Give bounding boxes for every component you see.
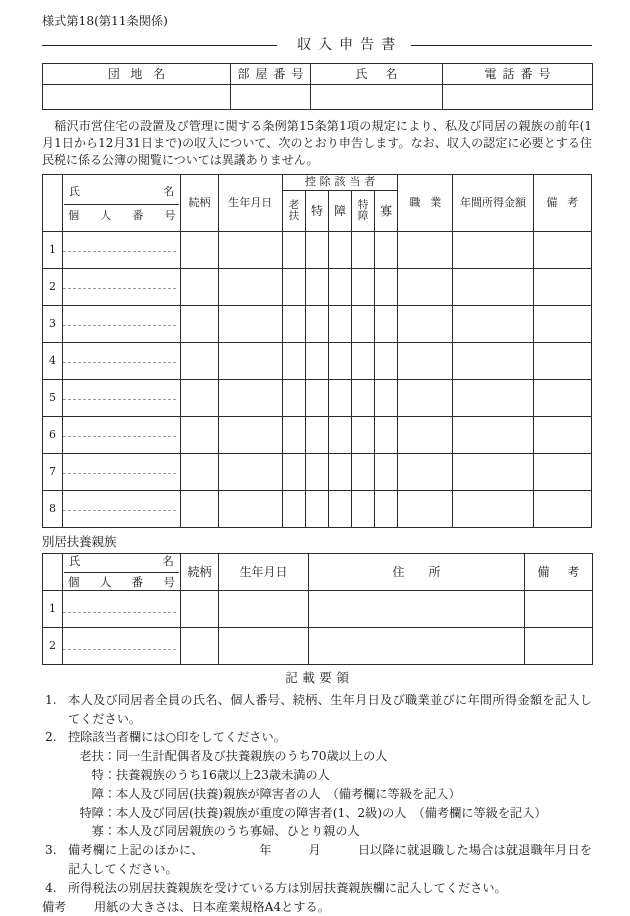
- deduction-widow-cell: [375, 417, 398, 454]
- item-2-text: 控除該当者欄には○印をしてください。: [68, 730, 286, 745]
- definition-text: 扶養親族のうち16歳以上23歳未満の人: [116, 768, 330, 783]
- deduction-specific-cell: [305, 380, 328, 417]
- name-input-cell: [63, 417, 181, 454]
- form-title-row: [42, 36, 592, 55]
- remarks-cell: [533, 269, 591, 306]
- annual-income-cell: [453, 491, 533, 528]
- deduction-widow-cell: [375, 380, 398, 417]
- dependent-row-1: [43, 591, 593, 628]
- remarks-cell: [525, 591, 593, 628]
- definition-text: 本人及び同居(扶養)親族が障害者の人 （備考欄に等級を記入）: [116, 786, 461, 801]
- birthdate-cell: [218, 269, 282, 306]
- birthdate-cell: [218, 380, 282, 417]
- remarks-cell: [533, 417, 591, 454]
- deduction-disability-header: 障: [328, 191, 351, 232]
- name-column-header: [63, 554, 181, 591]
- remarks-cell: [533, 343, 591, 380]
- guideline-item-2: [42, 728, 592, 747]
- address-column-header: 住所: [309, 554, 525, 591]
- deduction-disability-cell: [328, 380, 351, 417]
- row-number: 1: [43, 591, 63, 628]
- relationship-cell: [181, 417, 218, 454]
- name-input-cell: [63, 491, 181, 528]
- name-input-cell: [63, 591, 181, 628]
- row-number: 2: [43, 269, 63, 306]
- member-row-6: [43, 417, 592, 454]
- row-number: 5: [43, 380, 63, 417]
- name-input-cell: [63, 628, 181, 665]
- deduction-elderly-cell: [282, 417, 305, 454]
- deduction-severe-cell: [352, 232, 375, 269]
- personal-number-header-label: 個 人 番 号: [68, 208, 176, 222]
- birthdate-cell: [218, 232, 282, 269]
- deduction-definition-elderly: [42, 747, 592, 766]
- definition-label: 寡：: [91, 824, 116, 839]
- remarks-cell: [533, 232, 591, 269]
- row-number-column-header: [43, 554, 63, 591]
- item-4-marker: 4.: [45, 880, 57, 895]
- remarks-cell: [533, 306, 591, 343]
- annual-income-cell: [453, 454, 533, 491]
- name-header-label: 氏 名: [64, 554, 179, 573]
- birthdate-cell: [219, 628, 309, 665]
- deduction-definition-specific: [42, 766, 592, 785]
- annual-income-cell: [453, 306, 533, 343]
- occupation-column-header: 職業: [398, 175, 453, 232]
- title-rule-left: [42, 45, 277, 46]
- deduction-disability-cell: [328, 232, 351, 269]
- item-4-text: 所得税法の別居扶養親族を受けている方は別居扶養親族欄に記入してください。: [68, 880, 507, 895]
- relationship-cell: [181, 628, 219, 665]
- row-number: 6: [43, 417, 63, 454]
- deduction-elderly-dependent-header: 老 扶: [282, 191, 305, 232]
- relationship-cell: [181, 454, 218, 491]
- deduction-elderly-cell: [282, 380, 305, 417]
- member-row-7: [43, 454, 592, 491]
- entry-guidelines-section: [42, 669, 592, 916]
- row-number-column-header: [43, 175, 63, 232]
- relationship-cell: [181, 343, 218, 380]
- deduction-severe-cell: [352, 454, 375, 491]
- name-input-cell: [63, 380, 181, 417]
- item-3-marker: 3.: [45, 843, 57, 858]
- name-number-divider: [63, 251, 176, 252]
- birthdate-cell: [218, 343, 282, 380]
- name-header-label: 氏 名: [64, 183, 179, 205]
- birthdate-cell: [218, 454, 282, 491]
- annual-income-cell: [453, 417, 533, 454]
- remarks-column-header: 備考: [533, 175, 591, 232]
- dependent-row-2: [43, 628, 593, 665]
- annual-income-cell: [453, 343, 533, 380]
- deduction-widow-cell: [375, 454, 398, 491]
- name-number-divider: [63, 649, 176, 650]
- guideline-item-4: [42, 879, 592, 898]
- member-row-1: [43, 232, 592, 269]
- entry-guidelines-heading: 記載要領: [285, 670, 354, 686]
- birthdate-column-header: 生年月日: [218, 175, 282, 232]
- deduction-specific-cell: [305, 454, 328, 491]
- member-row-4: [43, 343, 592, 380]
- birthdate-cell: [218, 306, 282, 343]
- address-cell: [309, 628, 525, 665]
- deduction-specific-cell: [305, 491, 328, 528]
- annual-income-cell: [453, 269, 533, 306]
- birthdate-column-header: 生年月日: [219, 554, 309, 591]
- member-row-5: [43, 380, 592, 417]
- guideline-item-1: [42, 691, 592, 729]
- applicant-name-header: 氏名: [311, 64, 443, 85]
- relationship-column-header: 続柄: [181, 554, 219, 591]
- deduction-elderly-cell: [282, 454, 305, 491]
- definition-text: 本人及び同居(扶養)親族が重度の障害者(1、2級)の人 （備考欄に等級を記入）: [116, 805, 547, 820]
- note-text: 用紙の大きさは、日本産業規格A4とする。: [94, 899, 330, 914]
- separate-dependents-label: 別居扶養親族: [42, 534, 117, 550]
- row-number: 7: [43, 454, 63, 491]
- deduction-severe-cell: [352, 343, 375, 380]
- separate-dependents-table: [42, 553, 598, 665]
- relationship-cell: [181, 591, 219, 628]
- annual-income-cell: [453, 380, 533, 417]
- deduction-widow-cell: [375, 343, 398, 380]
- definition-label: 障：: [91, 786, 116, 801]
- phone-number-cell: [443, 85, 593, 110]
- deduction-widow-cell: [375, 491, 398, 528]
- definition-label: 特障：: [79, 805, 116, 820]
- name-number-divider: [63, 473, 176, 474]
- definition-label: 老扶：: [79, 749, 116, 764]
- occupation-cell: [398, 343, 453, 380]
- definition-text: 本人及び同居親族のうち寡婦、ひとり親の人: [116, 824, 360, 839]
- main-header-row-1: [43, 175, 592, 191]
- deduction-specific-cell: [305, 306, 328, 343]
- remarks-column-header: 備考: [525, 554, 593, 591]
- remarks-cell: [525, 628, 593, 665]
- deduction-specific-cell: [305, 343, 328, 380]
- deduction-elderly-cell: [282, 306, 305, 343]
- member-row-8: [43, 491, 592, 528]
- member-row-2: [43, 269, 592, 306]
- relationship-cell: [181, 306, 218, 343]
- relationship-cell: [181, 232, 218, 269]
- deduction-severe-cell: [352, 380, 375, 417]
- row-number: 1: [43, 232, 63, 269]
- dependents-header-row: [43, 554, 593, 591]
- definition-label: 特：: [91, 768, 116, 783]
- deduction-severe-cell: [352, 417, 375, 454]
- note-marker: 備考: [42, 899, 67, 914]
- birthdate-cell: [218, 417, 282, 454]
- deduction-elderly-cell: [282, 269, 305, 306]
- applicant-name-cell: [311, 85, 443, 110]
- applicant-info-header-row: [43, 64, 593, 85]
- occupation-cell: [398, 269, 453, 306]
- guideline-item-3: [42, 841, 592, 879]
- deduction-disability-cell: [328, 343, 351, 380]
- name-input-cell: [63, 232, 181, 269]
- row-number: 3: [43, 306, 63, 343]
- birthdate-cell: [218, 491, 282, 528]
- name-number-divider: [63, 399, 176, 400]
- form-number: 様式第18(第11条関係): [42, 14, 168, 28]
- phone-number-header: 電話番号: [443, 64, 593, 85]
- row-number: 4: [43, 343, 63, 380]
- deduction-disability-cell: [328, 269, 351, 306]
- row-number: 8: [43, 491, 63, 528]
- applicant-info-entry-row: [43, 85, 593, 110]
- deduction-specific-cell: [305, 232, 328, 269]
- name-number-divider: [63, 612, 176, 613]
- item-2-marker: 2.: [45, 730, 57, 745]
- deduction-elderly-cell: [282, 343, 305, 380]
- name-input-cell: [63, 454, 181, 491]
- name-input-cell: [63, 343, 181, 380]
- name-number-divider: [63, 362, 176, 363]
- deduction-severe-cell: [352, 269, 375, 306]
- room-number-cell: [231, 85, 311, 110]
- declaration-paragraph: 稲沢市営住宅の設置及び管理に関する条例第15条第1項の規定により、私及び同居の親族の前年(1月1日から12月31日まで)の収入について、次のとおり申告します。なお、収入の認定に必要とする住民税に係る公簿の閲覧については異議ありません。: [42, 119, 592, 168]
- paper-size-note: [42, 898, 592, 916]
- occupation-cell: [398, 417, 453, 454]
- deduction-elderly-cell: [282, 491, 305, 528]
- occupation-cell: [398, 306, 453, 343]
- deduction-widow-header: 寡: [375, 191, 398, 232]
- item-1-marker: 1.: [45, 692, 57, 707]
- relationship-cell: [181, 491, 218, 528]
- deduction-widow-cell: [375, 232, 398, 269]
- remarks-cell: [533, 454, 591, 491]
- deduction-disability-cell: [328, 306, 351, 343]
- annual-income-cell: [453, 232, 533, 269]
- deduction-definition-widow: [42, 822, 592, 841]
- room-number-header: 部屋番号: [231, 64, 311, 85]
- deduction-disability-cell: [328, 491, 351, 528]
- name-input-cell: [63, 306, 181, 343]
- form-title: 収入申告書: [297, 37, 403, 54]
- annual-income-column-header: 年間所得金額: [453, 175, 533, 232]
- deduction-severe-cell: [352, 491, 375, 528]
- title-rule-right: [411, 45, 592, 46]
- birthdate-cell: [219, 591, 309, 628]
- deduction-group-header: 控除該当者: [282, 175, 397, 191]
- occupation-cell: [398, 232, 453, 269]
- name-number-divider: [63, 436, 176, 437]
- deduction-definition-severe-disability: [42, 804, 592, 823]
- remarks-cell: [533, 380, 591, 417]
- row-number: 2: [43, 628, 63, 665]
- item-1-text: 本人及び同居者全員の氏名、個人番号、続柄、生年月日及び職業並びに年間所得金額を記入してください。: [68, 692, 592, 726]
- deduction-elderly-cell: [282, 232, 305, 269]
- name-column-header: [63, 175, 181, 232]
- item-3-text: 備考欄に上記のほかに、 年 月 日以降に就退職した場合は就退職年月日を記入してください。: [68, 843, 592, 877]
- member-row-3: [43, 306, 592, 343]
- name-number-divider: [63, 288, 176, 289]
- deduction-widow-cell: [375, 306, 398, 343]
- deduction-severe-cell: [352, 306, 375, 343]
- deduction-specific-cell: [305, 417, 328, 454]
- deduction-disability-cell: [328, 417, 351, 454]
- household-members-table: [42, 174, 592, 528]
- occupation-cell: [398, 454, 453, 491]
- deduction-specific-header: 特: [305, 191, 328, 232]
- personal-number-header-label: 個 人 番 号: [68, 574, 175, 589]
- address-cell: [309, 591, 525, 628]
- relationship-column-header: 続柄: [181, 175, 218, 232]
- name-number-divider: [63, 510, 176, 511]
- deduction-severe-disability-header: 特 障: [352, 191, 375, 232]
- occupation-cell: [398, 380, 453, 417]
- deduction-disability-cell: [328, 454, 351, 491]
- deduction-specific-cell: [305, 269, 328, 306]
- estate-name-cell: [43, 85, 231, 110]
- name-input-cell: [63, 269, 181, 306]
- definition-text: 同一生計配偶者及び扶養親族のうち70歳以上の人: [116, 749, 388, 764]
- estate-name-header: 団地名: [43, 64, 231, 85]
- relationship-cell: [181, 269, 218, 306]
- occupation-cell: [398, 491, 453, 528]
- applicant-info-table: [42, 63, 593, 110]
- deduction-widow-cell: [375, 269, 398, 306]
- deduction-definition-disability: [42, 785, 592, 804]
- relationship-cell: [181, 380, 218, 417]
- name-number-divider: [63, 325, 176, 326]
- remarks-cell: [533, 491, 591, 528]
